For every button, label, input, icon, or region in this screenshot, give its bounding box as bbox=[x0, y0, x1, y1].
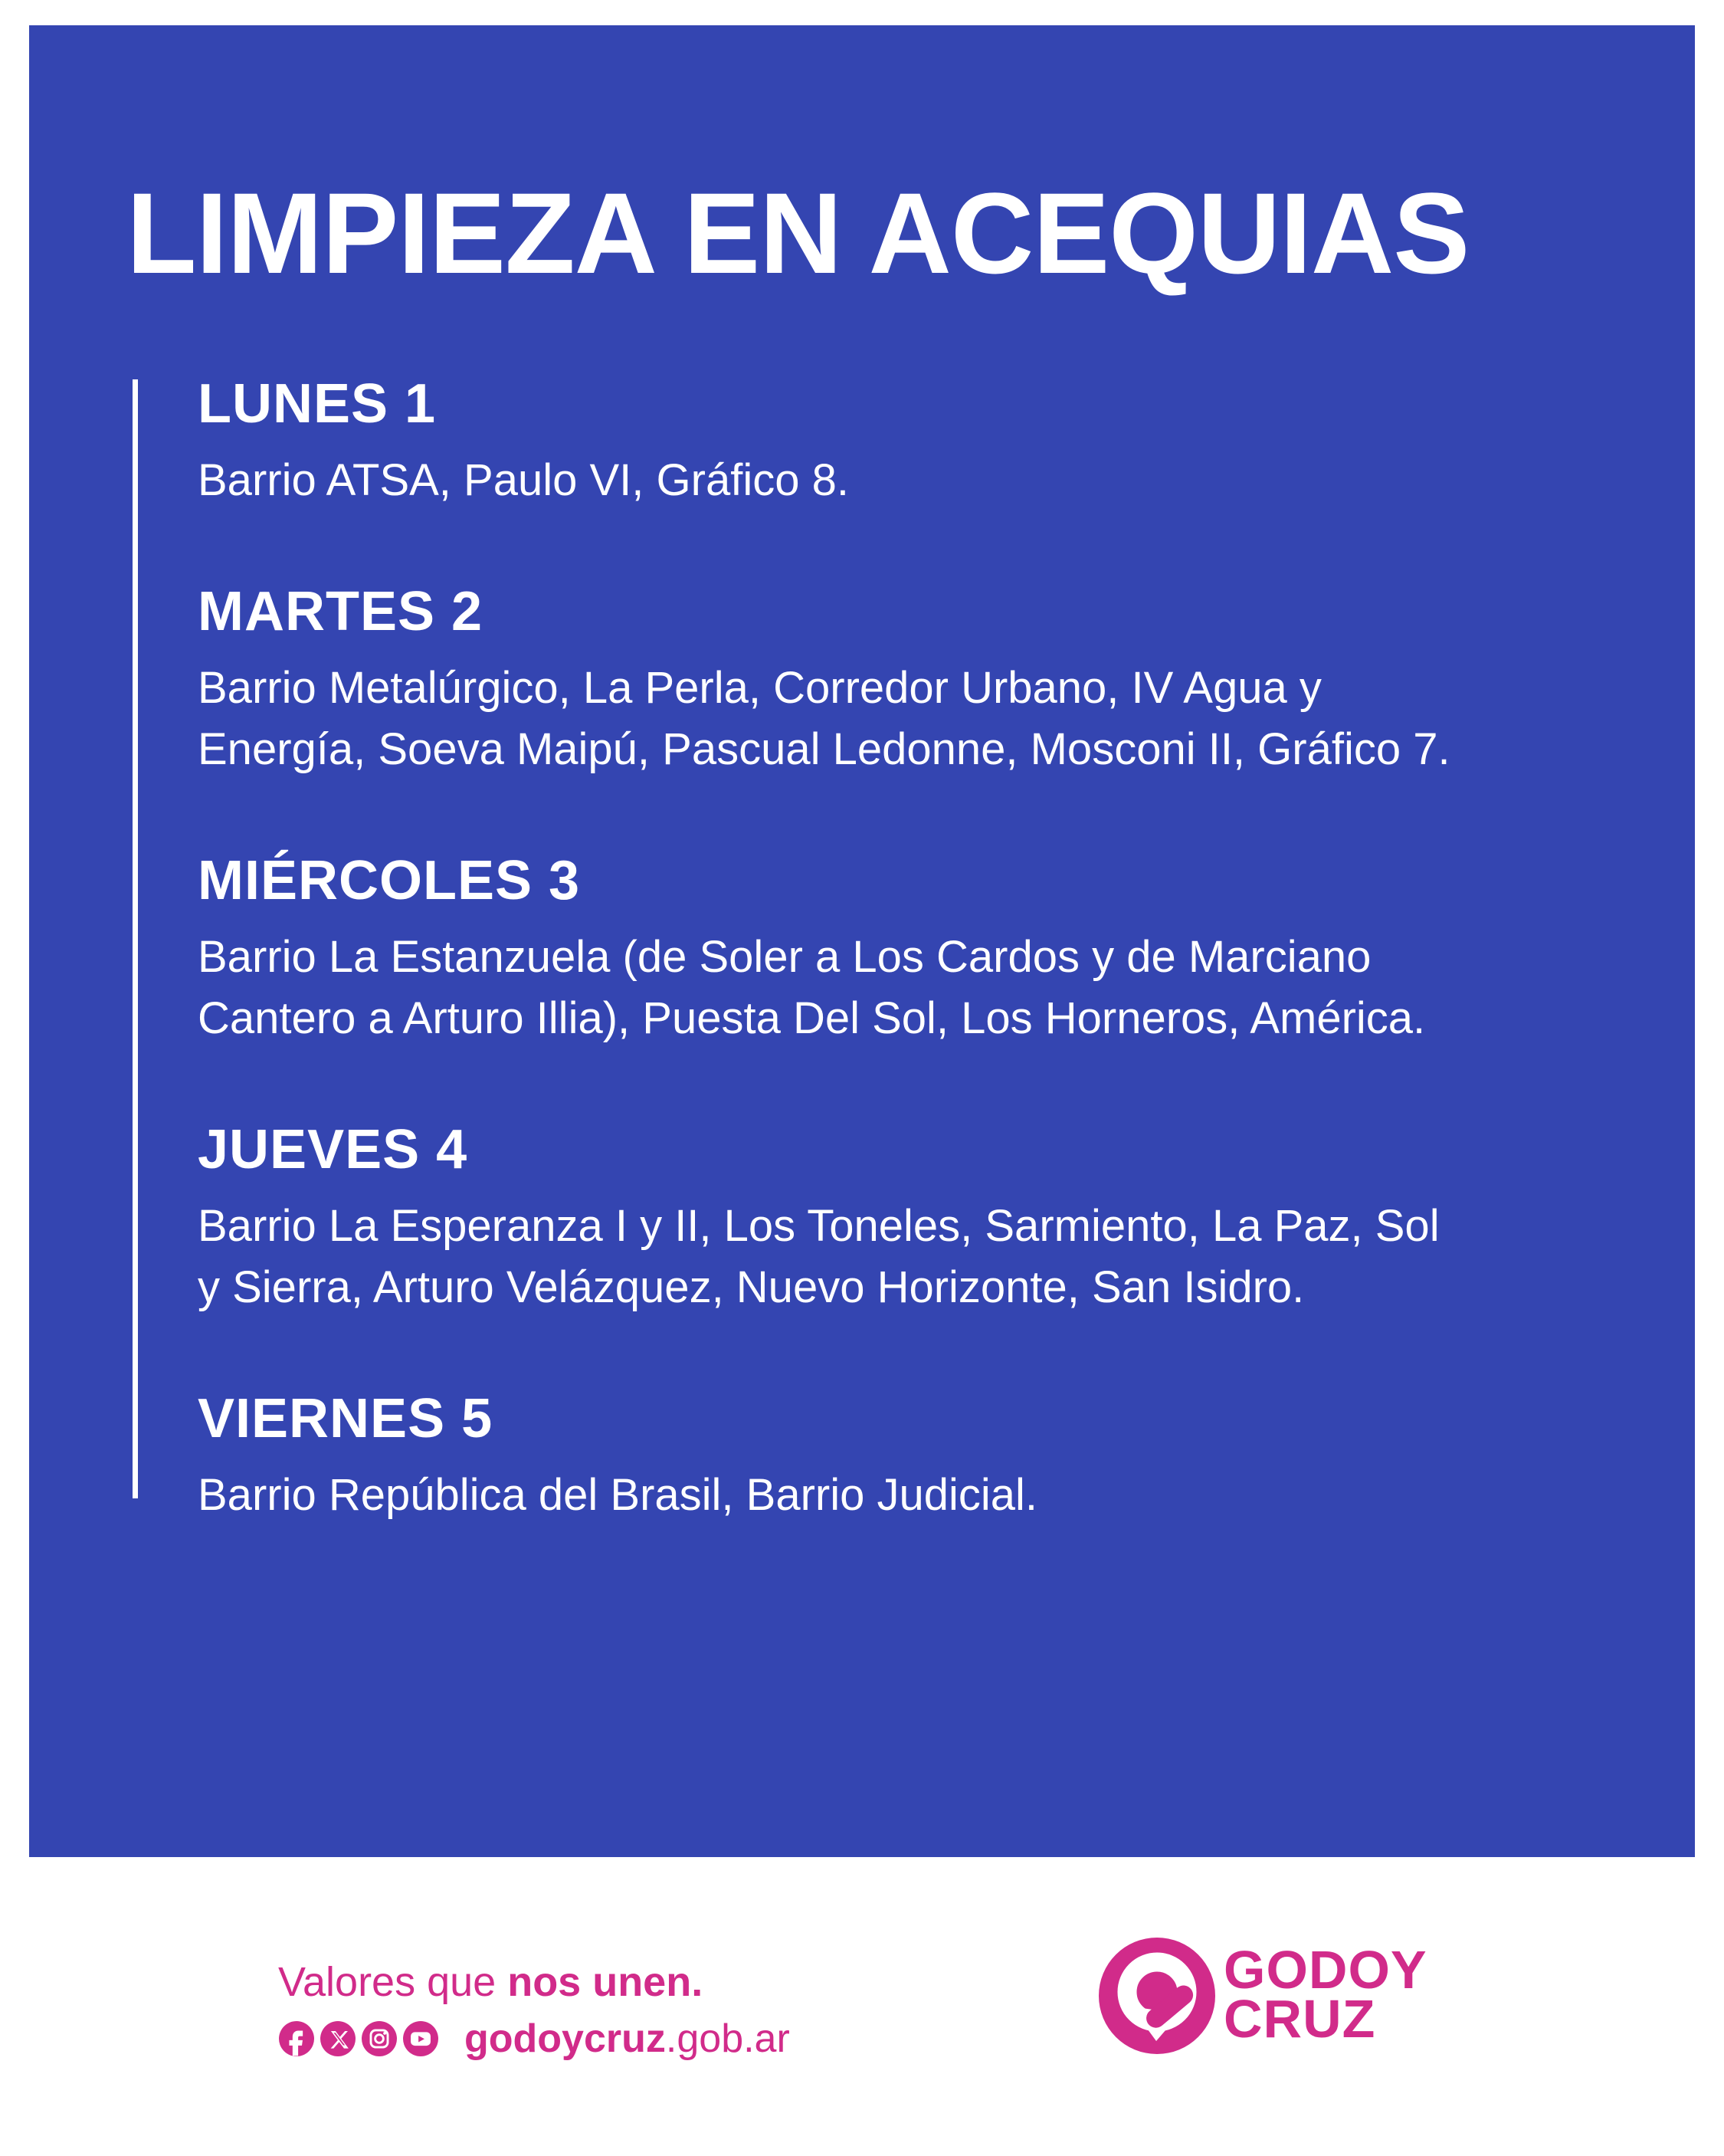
schedule-day-jueves bbox=[198, 1119, 1638, 1318]
godoy-cruz-logo-icon bbox=[1099, 1938, 1215, 2054]
tagline-bold: nos unen. bbox=[507, 1959, 703, 2005]
announcement-card bbox=[29, 25, 1695, 1857]
page-title: LIMPIEZA EN ACEQUIAS bbox=[126, 169, 1470, 297]
day-areas-line: Barrio La Esperanza I y II, Los Toneles, Sarmiento, La Paz, Sol bbox=[198, 1201, 1440, 1251]
website-tld: .gob.ar bbox=[665, 2017, 790, 2061]
day-areas-line: Barrio Metalúrgico, La Perla, Corredor Urbano, IV Agua y bbox=[198, 663, 1322, 713]
day-heading: LUNES 1 bbox=[198, 373, 437, 435]
vertical-accent-line bbox=[133, 379, 138, 1498]
schedule-list bbox=[198, 373, 1638, 1599]
footer bbox=[0, 1857, 1724, 2156]
day-areas-line: Barrio República del Brasil, Barrio Judicial. bbox=[198, 1470, 1038, 1520]
day-heading: MARTES 2 bbox=[198, 581, 483, 642]
schedule-day-miercoles bbox=[198, 850, 1638, 1049]
tagline bbox=[278, 1959, 703, 2005]
instagram-icon[interactable] bbox=[362, 2021, 397, 2056]
day-areas-line: Barrio La Estanzuela (de Soler a Los Cardos y de Marciano bbox=[198, 932, 1372, 982]
schedule-day-viernes bbox=[198, 1388, 1638, 1526]
youtube-icon[interactable] bbox=[403, 2021, 438, 2056]
tagline-light: Valores que bbox=[278, 1959, 497, 2005]
wordmark-line-2: CRUZ bbox=[1224, 1989, 1376, 2049]
day-heading: MIÉRCOLES 3 bbox=[198, 850, 581, 911]
godoy-cruz-wordmark bbox=[1224, 1940, 1427, 2049]
day-areas-line: Energía, Soeva Maipú, Pascual Ledonne, Mosconi II, Gráfico 7. bbox=[198, 724, 1450, 774]
x-icon[interactable] bbox=[320, 2021, 356, 2056]
day-areas-line: y Sierra, Arturo Velázquez, Nuevo Horizonte, San Isidro. bbox=[198, 1262, 1305, 1312]
schedule-day-martes bbox=[198, 581, 1638, 780]
day-areas-line: Cantero a Arturo Illia), Puesta Del Sol, Los Horneros, América. bbox=[198, 993, 1426, 1043]
facebook-icon[interactable] bbox=[279, 2021, 314, 2056]
wordmark-line-1: GODOY bbox=[1224, 1940, 1427, 2000]
website-domain: godoycruz bbox=[464, 2017, 666, 2061]
schedule-day-lunes bbox=[198, 373, 1638, 511]
website-link[interactable] bbox=[464, 2016, 790, 2062]
day-areas-line: Barrio ATSA, Paulo VI, Gráfico 8. bbox=[198, 455, 849, 505]
social-row bbox=[279, 2016, 790, 2062]
day-heading: VIERNES 5 bbox=[198, 1388, 493, 1449]
day-heading: JUEVES 4 bbox=[198, 1119, 468, 1180]
